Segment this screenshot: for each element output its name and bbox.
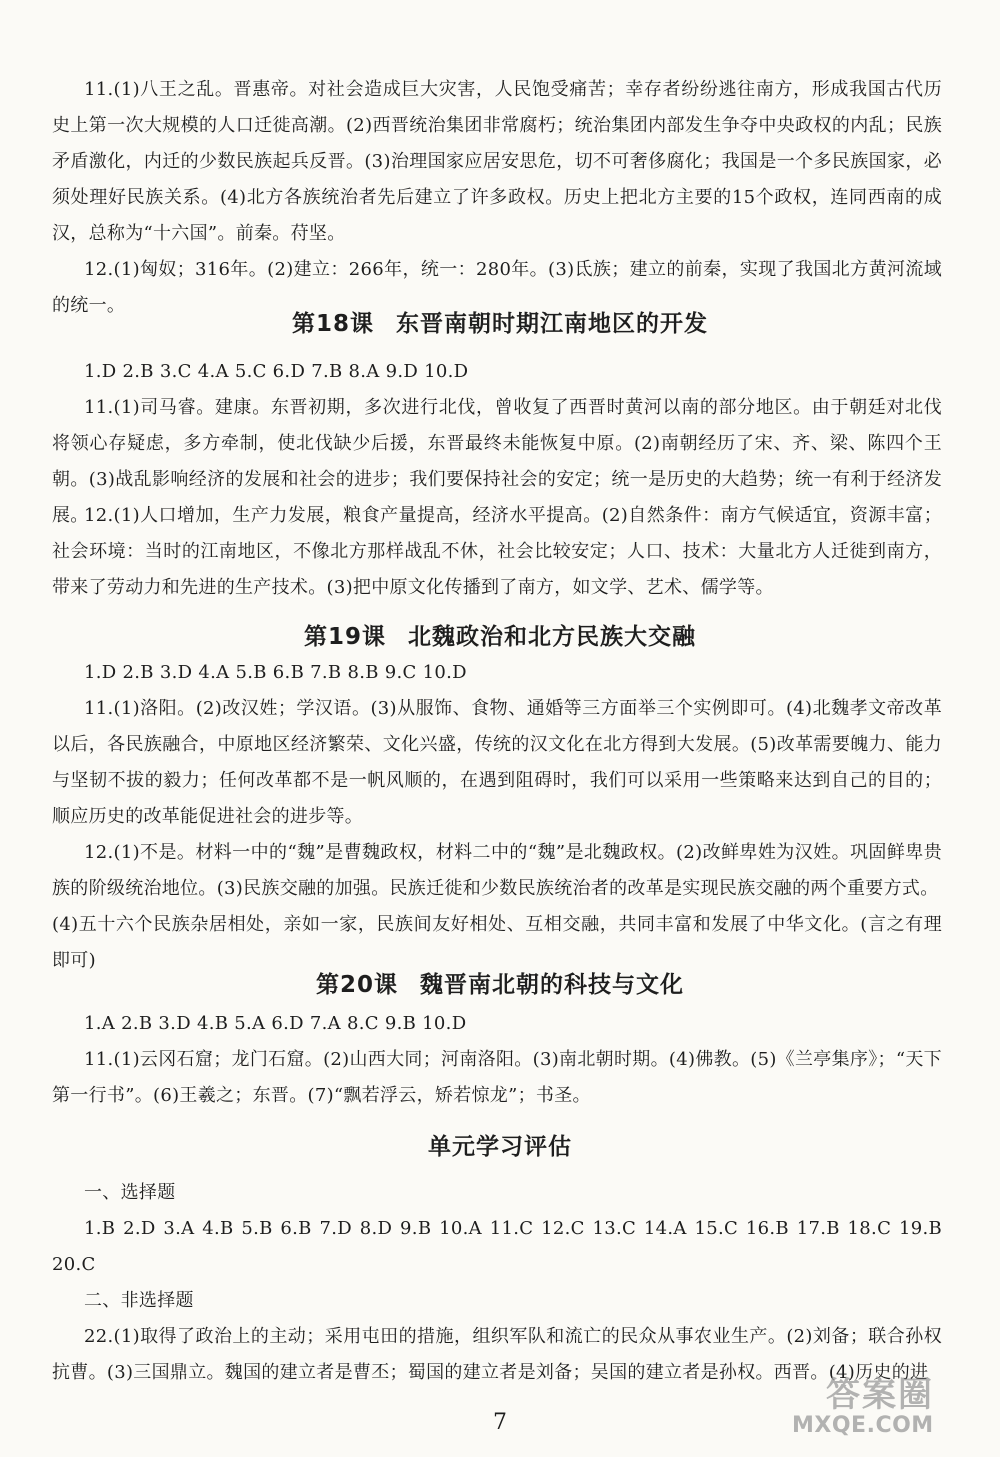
lesson-20-heading [0, 966, 1000, 999]
lesson-20-number: 第20课 [315, 972, 398, 998]
lesson-19-number: 第19课 [303, 624, 386, 650]
unit-assessment-heading: 单元学习评估 [428, 1134, 572, 1160]
lesson-18-heading [0, 305, 1000, 338]
answer-12-unit17: 12.(1)匈奴；316年。(2)建立：266年，统一：280年。(3)氐族；建立的前秦，实现了我国北方黄河流域的统一。 [52, 259, 942, 316]
lesson-19-choices: 1.D 2.B 3.D 4.A 5.B 6.B 7.B 8.B 9.C 10.D [84, 662, 467, 683]
page-number: 7 [493, 1410, 507, 1435]
lesson-20-choices: 1.A 2.B 3.D 4.B 5.A 6.D 7.A 8.C 9.B 10.D [84, 1013, 467, 1034]
lesson-18-answer-11: 11.(1)司马睿。建康。东晋初期，多次进行北伐，曾收复了西晋时黄河以南的部分地区。由于朝廷对北伐将领心存疑虑，多方牵制，使北伐缺少后援，东晋最终未能恢复中原。(2)南朝经历了宋、齐、梁、陈四个王朝。(3)战乱影响经济的发展和社会的进步；我们要保持社会的安定；统一是历史的大趋势；统一有利于经济发展。 [52, 397, 942, 526]
answer-11-unit17: 11.(1)八王之乱。晋惠帝。对社会造成巨大灾害，人民饱受痛苦；幸存者纷纷逃往南方，形成我国古代历史上第一次大规模的人口迁徙高潮。(2)西晋统治集团非常腐朽；统治集团内部发生争夺中央政权的内乱；民族矛盾激化，内迁的少数民族起兵反晋。(3)治理国家应居安思危，切不可奢侈腐化；我国是一个多民族国家，必须处理好民族关系。(4)北方各族统治者先后建立了许多政权。历史上把北方主要的15个政权，连同西南的成汉，总称为“十六国”。前秦。苻坚。 [52, 79, 942, 244]
section-multiple-choice-label: 一、选择题 [84, 1182, 176, 1203]
lesson-19-answer-12-part4: (4)五十六个民族杂居相处，亲如一家，民族间友好相处、互相交融，共同丰富和发展了中华文化。(言之有理即可) [52, 914, 942, 971]
lesson-18-title: 东晋南朝时期江南地区的开发 [396, 311, 708, 337]
unit-answer-22: 22.(1)取得了政治上的主动；采用屯田的措施，组织军队和流亡的民众从事农业生产。(2)刘备；联合孙权抗曹。(3)三国鼎立。魏国的建立者是曹丕；蜀国的建立者是刘备；吴国的建立者是孙权。西晋。(4)历史的进 [52, 1326, 942, 1383]
watermark-url: MXQE.COM [792, 1413, 934, 1438]
lesson-19-heading [0, 618, 1000, 651]
lesson-19-answer-11: 11.(1)洛阳。(2)改汉姓；学汉语。(3)从服饰、食物、通婚等三方面举三个实例即可。(4)北魏孝文帝改革以后，各民族融合，中原地区经济繁荣、文化兴盛，传统的汉文化在北方得到大发展。(5)改革需要魄力、能力与坚韧不拔的毅力；任何改革都不是一帆风顺的，在遇到阻碍时，我们可以采用一些策略来达到自己的目的；顺应历史的改革能促进社会的进步等。 [52, 698, 942, 827]
lesson-19-title: 北魏政治和北方民族大交融 [408, 624, 696, 650]
section-non-choice-label: 二、非选择题 [84, 1290, 194, 1311]
lesson-18-choices: 1.D 2.B 3.C 4.A 5.C 6.D 7.B 8.A 9.D 10.D [84, 361, 469, 382]
lesson-18-number: 第18课 [291, 311, 374, 337]
watermark [792, 1365, 982, 1445]
lesson-20-answer-11: 11.(1)云冈石窟；龙门石窟。(2)山西大同；河南洛阳。(3)南北朝时期。(4)佛教。(5)《兰亭集序》；“天下第一行书”。(6)王羲之；东晋。(7)“飘若浮云，矫若惊龙”；书圣。 [52, 1049, 942, 1106]
lesson-18-answer-12: 12.(1)人口增加，生产力发展，粮食产量提高，经济水平提高。(2)自然条件：南方气候适宜，资源丰富；社会环境：当时的江南地区，不像北方那样战乱不休，社会比较安定；人口、技术：大量北方人迁徙到南方，带来了劳动力和先进的生产技术。(3)把中原文化传播到了南方，如文学、艺术、儒学等。 [52, 505, 942, 598]
lesson-20-title: 魏晋南北朝的科技与文化 [420, 972, 684, 998]
unit-multiple-choice-answers: 1.B 2.D 3.A 4.B 5.B 6.B 7.D 8.D 9.B 10.A 11.C 12.C 13.C 14.A 15.C 16.B 17.B 18.C 19.B 20.C [52, 1218, 942, 1275]
lesson-19-answer-12: 12.(1)不是。材料一中的“魏”是曹魏政权，材料二中的“魏”是北魏政权。(2)改鲜卑姓为汉姓。巩固鲜卑贵族的阶级统治地位。(3)民族交融的加强。民族迁徙和少数民族统治者的改革是实现民族交融的两个重要方式。 [52, 842, 942, 899]
watermark-logo: 答案圈 [826, 1375, 934, 1415]
